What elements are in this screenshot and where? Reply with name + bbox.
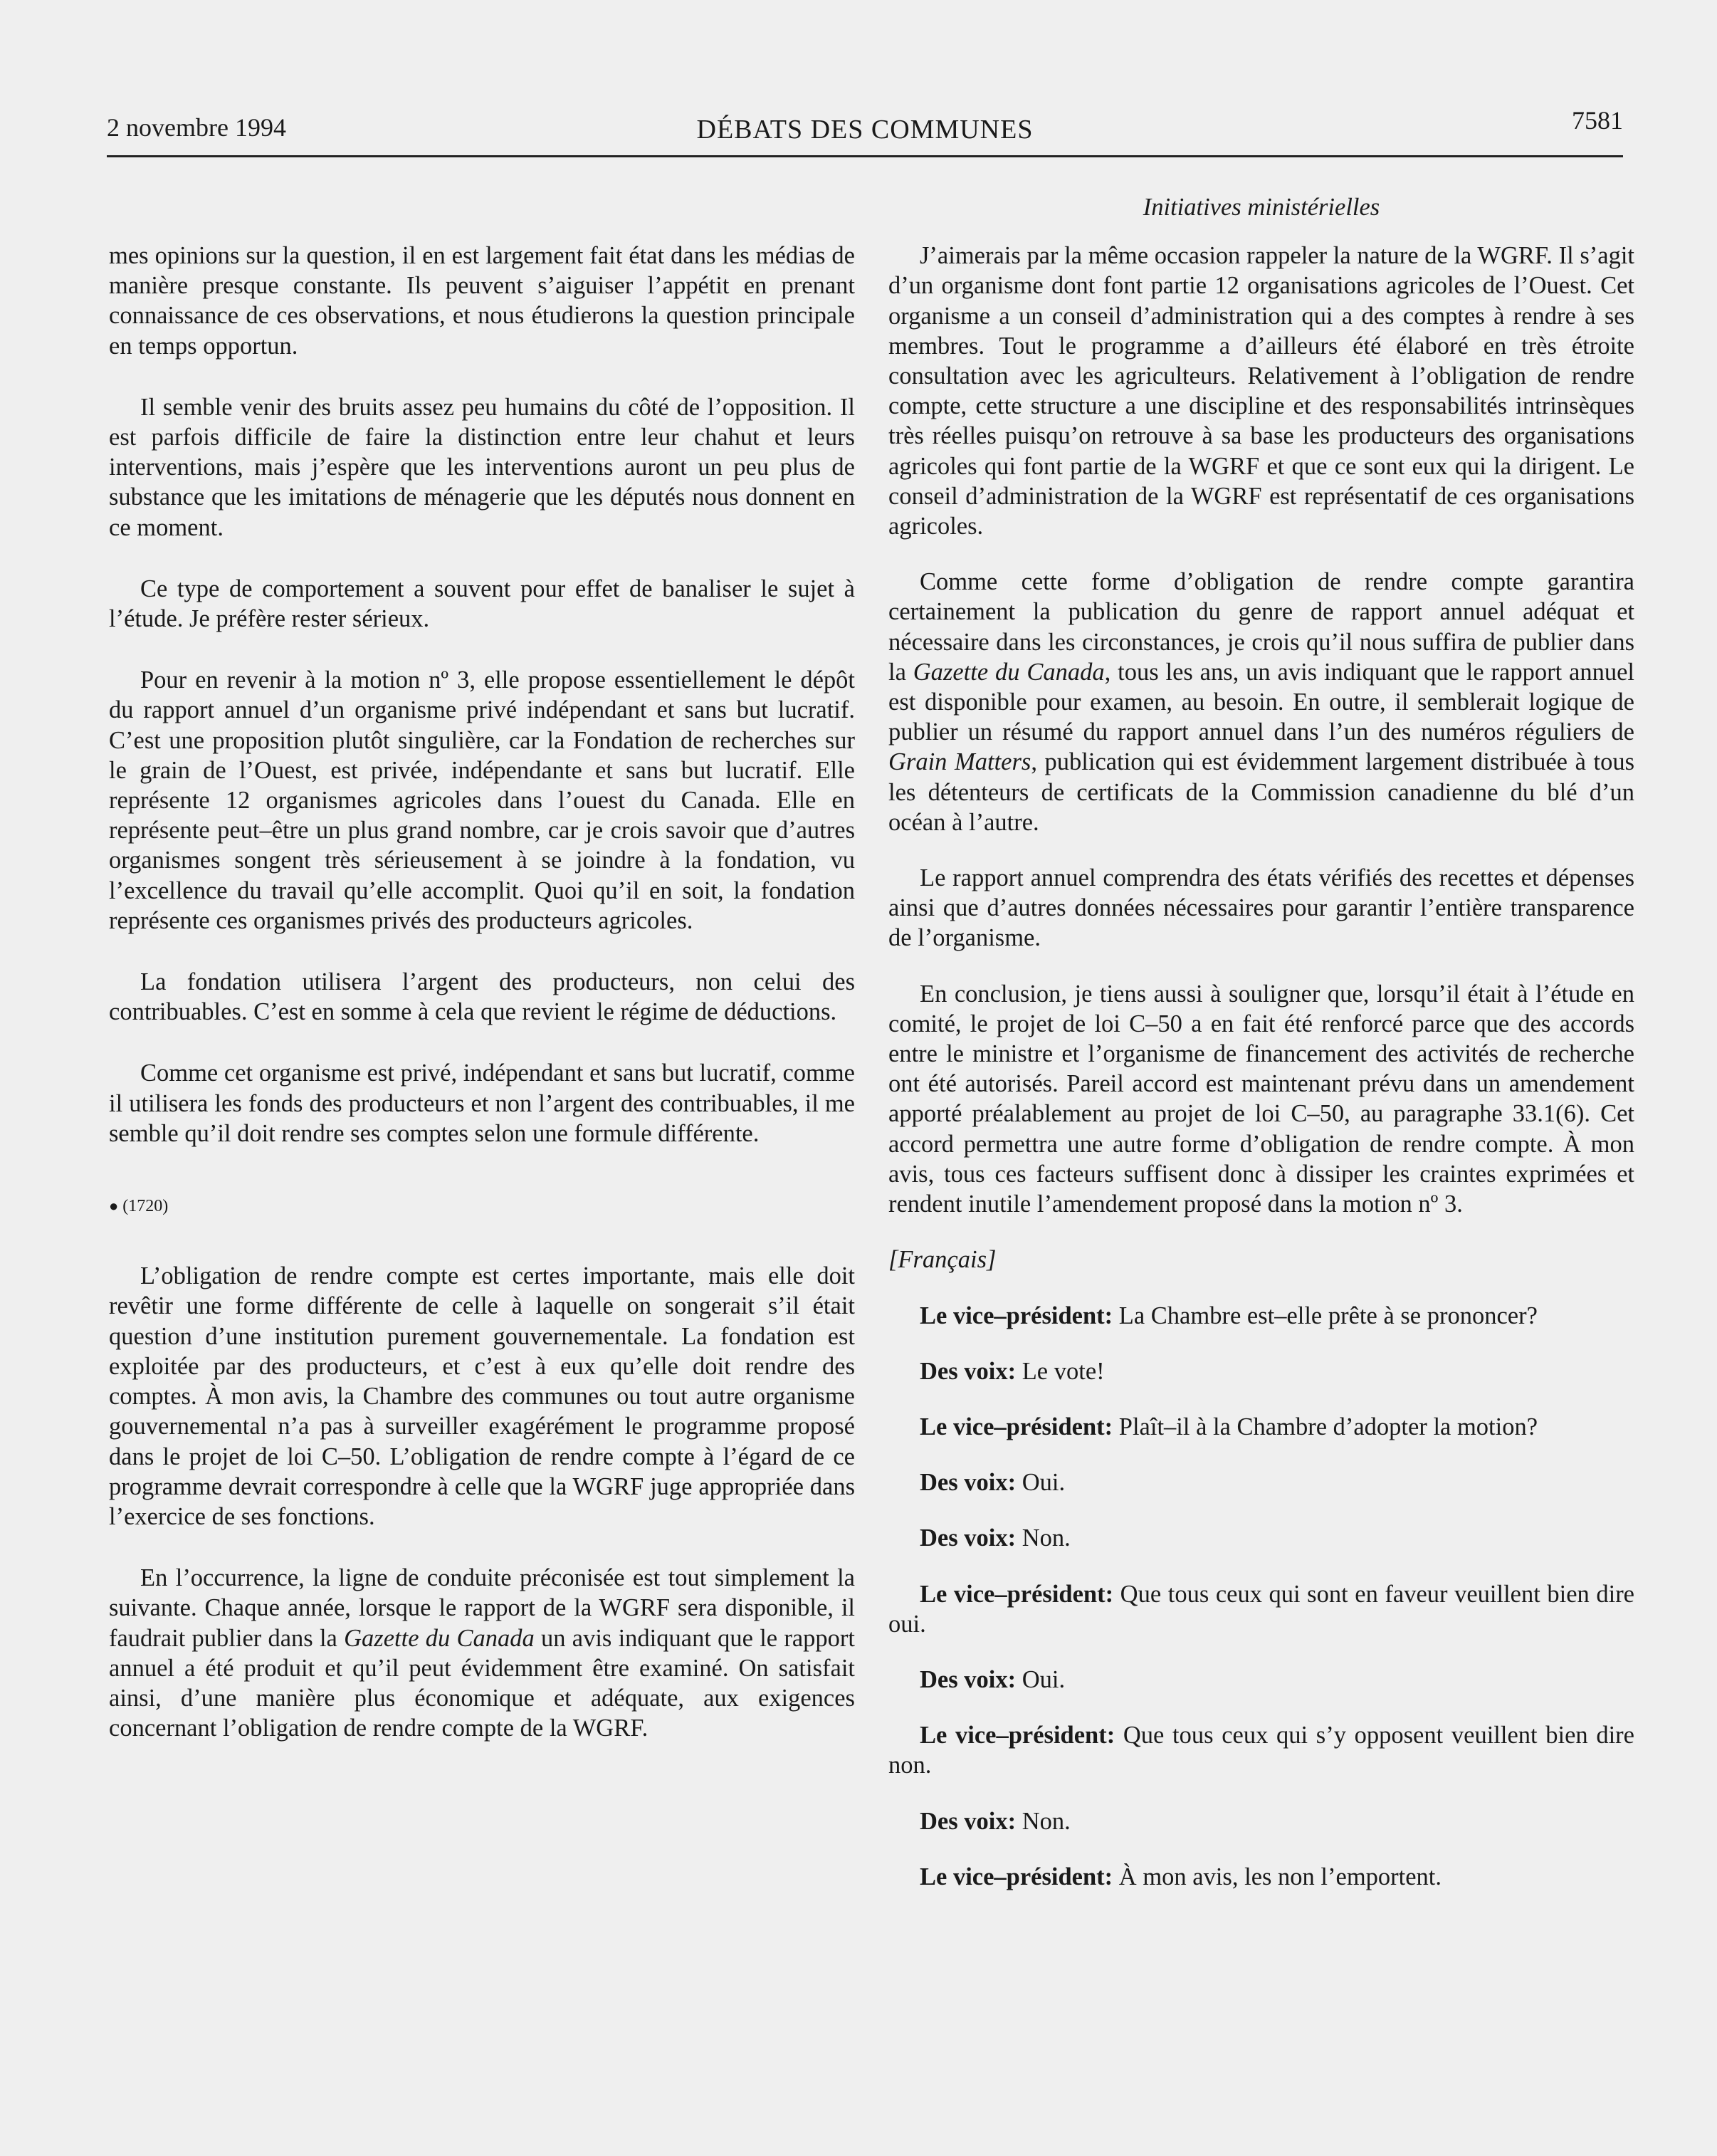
dialogue-line [888,1862,1634,1892]
timestamp-text: (1720) [122,1197,169,1216]
speaker-text: Non. [1016,1807,1071,1835]
left-column [109,241,855,1743]
paragraph: Comme cette forme d’obligation de rendre compte garantira certainement la publication du genre de rapport annuel adéquat et nécessaire dans les circonstances, je crois qu’il nous suffira de publier dans la Gazette du Canada, tous les ans, un avis indiquant que le rapport annuel est disponible pour examen, au besoin. En outre, il semblerait logique de publier un résumé du rapport annuel dans l’un des numéros réguliers de Grain Matters, publication qui est évidemment largement distribuée à tous les détenteurs de certificats de la Commission canadienne du blé d’un océan à l’autre. [888,568,1634,836]
publication-title: Gazette du Canada [913,658,1105,686]
bullet-icon: ● [109,1197,119,1215]
speaker-name: Le vice–président: [920,1722,1115,1749]
paragraph: mes opinions sur la question, il en est largement fait état dans les médias de manière presque constante. Ils peuvent s’aiguiser l’appétit en prenant connaissance de ces observations, et nous étudierons la question principale en temps opportun. [109,242,855,360]
paragraph: Il semble venir des bruits assez peu humains du côté de l’opposition. Il est parfois difficile de faire la distinction entre leur chahut et leurs interventions, mais j’espère que les interventions auront un peu plus de substance que les imitations de ménagerie que les députés nous donnent en ce moment. [109,393,855,541]
paragraph: En l’occurrence, la ligne de conduite préconisée est tout simplement la suivante. Chaque année, lorsque le rapport de la WGRF sera disponible, il faudrait publier dans la Gazette du Canada un avis indiquant que le rapport annuel a été produit et qu’il peut évidemment être examiné. On satisfait ainsi, d’une manière plus économique et adéquate, aux exigences concernant l’obligation de rendre compte de la WGRF. [109,1564,855,1742]
speaker-name: Des voix: [920,1469,1017,1497]
speaker-text: Oui. [1016,1469,1066,1497]
page-header [107,105,1623,157]
dialogue-line [888,1412,1634,1442]
dialogue-line [888,1665,1634,1695]
speaker-name: Des voix: [920,1807,1017,1835]
paragraph: La fondation utilisera l’argent des producteurs, non celui des contribuables. C’est en somme à cela que revient le régime de déductions. [109,968,855,1026]
paragraph: Ce type de comportement a souvent pour effet de banaliser le sujet à l’étude. Je préfère rester sérieux. [109,575,855,633]
dialogue [888,1301,1634,1892]
speaker-text: À mon avis, les non l’emportent. [1113,1863,1442,1890]
paragraph: J’aimerais par la même occasion rappeler la nature de la WGRF. Il s’agit d’un organisme dont font partie 12 organisations agricoles de l’Ouest. Cet organisme a un conseil d’administration qui a des comptes à rendre à ses membres. Tout le programme a d’ailleurs été élaboré en très étroite consultation avec les agriculteurs. Relativement à l’obligation de rendre compte, cette structure a une discipline et des responsabilités intrinsèques très réelles puisqu’on retrouve à sa base les producteurs des organisations agricoles qui font partie de la WGRF et que ce sont eux qui la dirigent. Le conseil d’administration de la WGRF est représentatif de ces organisations agricoles. [888,242,1634,540]
paragraph: L’obligation de rendre compte est certes importante, mais elle doit revêtir une forme différente de celle à laquelle on songerait s’il était question d’une institution purement gouvernementale. La fondation est exploitée par des producteurs, et c’est à eux qu’elle doit rendre des comptes. À mon avis, la Chambre des communes ou tout autre organisme gouvernemental n’a pas à surveiller exagérément le programme proposé dans le projet de loi C–50. L’obligation de rendre compte à l’égard de ce programme devrait correspondre à celle que la WGRF juge appropriée dans l’exercice de ses fonctions. [109,1262,855,1530]
dialogue-line [888,1467,1634,1497]
speaker-name: Des voix: [920,1665,1017,1693]
publication-title: Gazette du Canada [344,1624,535,1652]
paragraph: Pour en revenir à la motion nº 3, elle propose essentiellement le dépôt du rapport annuel d’un organisme privé indépendant et sans but lucratif. C’est une proposition plutôt singulière, car la Fondation de recherches sur le grain de l’Ouest, est privée, indépendante et sans but lucratif. Elle représente 12 organismes agricoles dans l’ouest du Canada. Elle en représente peut–être un plus grand nombre, car je crois savoir que d’autres organismes songent très sérieusement à se joindre à la fondation, vu l’excellence du travail qu’elle accomplit. Quoi qu’il en soit, la fondation représente ces organismes privés des producteurs agricoles. [109,666,855,934]
speaker-text: La Chambre est–elle prête à se prononcer? [1113,1302,1538,1329]
publication-title: Grain Matters [888,748,1031,776]
speaker-text: Le vote! [1016,1357,1105,1385]
section-title: Initiatives ministérielles [1143,194,1380,221]
dialogue-line [888,1301,1634,1331]
speaker-name: Des voix: [920,1524,1017,1552]
right-column [888,192,1634,1892]
speaker-name: Des voix: [920,1357,1017,1385]
paragraph: En conclusion, je tiens aussi à souligner que, lorsqu’il était à l’étude en comité, le projet de loi C–50 a en fait été renforcé parce que des accords entre le ministre et l’organisme de financement des activités de recherche ont été autorisés. Pareil accord est maintenant prévu dans un amendement apporté préalablement au projet de loi C–50, au paragraphe 33.1(6). Cet accord permettra une autre forme d’obligation de rendre compte. À mon avis, tous ces facteurs suffisent donc à dissiper les craintes exprimées et rendent inutile l’amendement proposé dans la motion nº 3. [888,980,1634,1218]
speaker-name: Le vice–président: [920,1863,1113,1890]
speaker-name: Le vice–président: [920,1413,1113,1440]
speaker-name: Le vice–président: [920,1580,1114,1608]
page-number: 7581 [1572,106,1623,135]
paragraph: Comme cet organisme est privé, indépendant et sans but lucratif, comme il utilisera les fonds des producteurs et non l’argent des contribuables, il me semble qu’il doit rendre ses comptes selon une formule différente. [109,1059,855,1147]
speaker-text: Que tous ceux qui s’y opposent veuillent bien dire non. [888,1722,1634,1779]
dialogue-line [888,1523,1634,1553]
speaker-text: Oui. [1016,1665,1066,1693]
language-note: [Français] [888,1246,997,1274]
paragraph: Le rapport annuel comprendra des états vérifiés des recettes et dépenses ainsi que d’autres données nécessaires pour garantir l’entière transparence de l’organisme. [888,864,1634,952]
header-title: DÉBATS DES COMMUNES [696,115,1034,145]
speaker-text: Plaît–il à la Chambre d’adopter la motion? [1113,1413,1538,1440]
dialogue-line [888,1720,1634,1780]
timestamp [109,1191,855,1221]
speaker-name: Le vice–président: [920,1302,1113,1329]
dialogue-line [888,1579,1634,1639]
speaker-text: Que tous ceux qui sont en faveur veuillent bien dire oui. [888,1580,1634,1638]
header-date: 2 novembre 1994 [107,113,286,142]
dialogue-line [888,1356,1634,1386]
speaker-text: Non. [1016,1524,1071,1552]
dialogue-line [888,1806,1634,1836]
